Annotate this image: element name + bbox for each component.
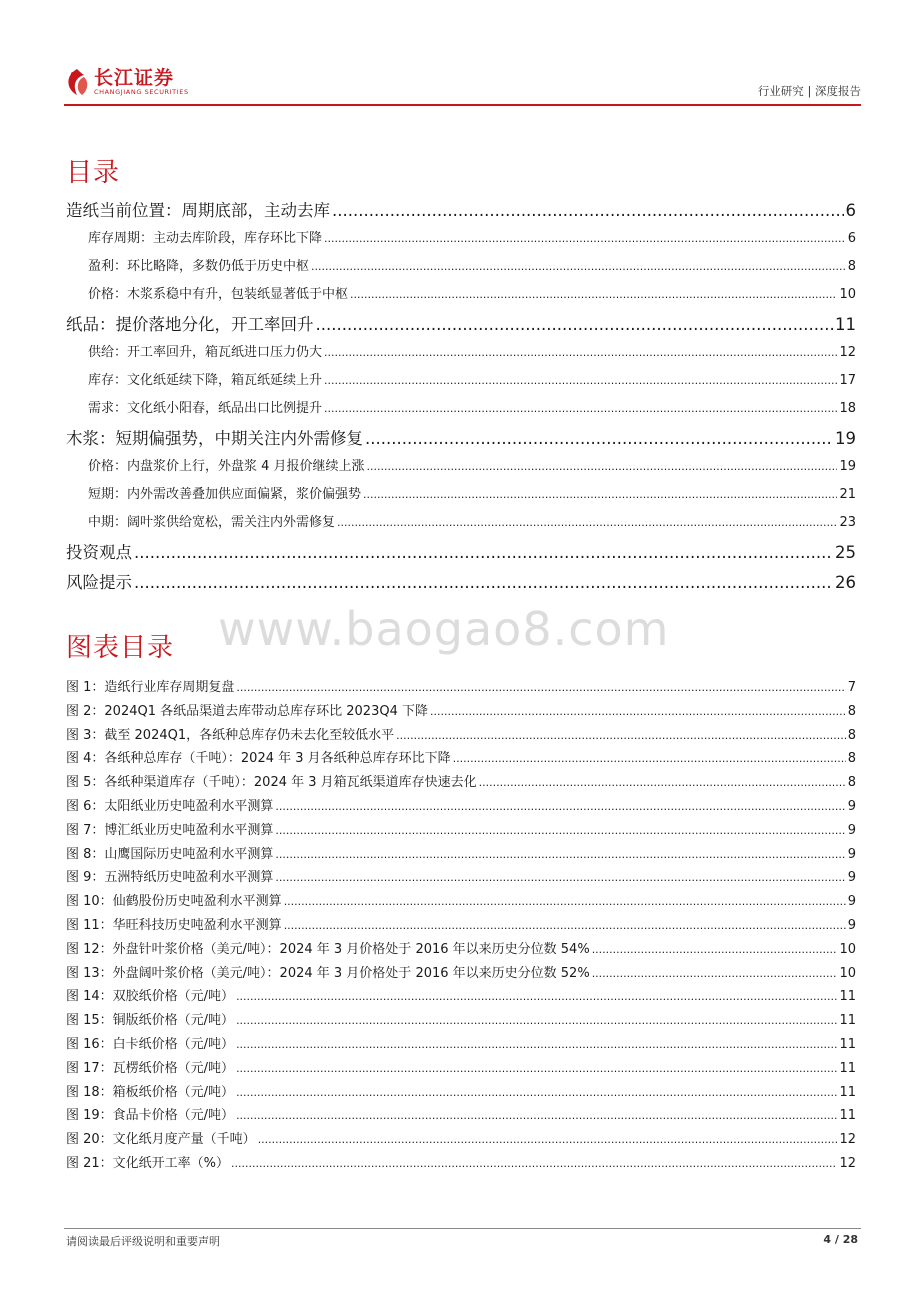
dot-leader — [363, 488, 837, 501]
figure-entry-label: 图 15：铜版纸价格（元/吨） — [66, 1013, 235, 1028]
toc-entry-label: 价格：内盘浆价上行，外盘浆 4 月报价继续上涨 — [88, 459, 365, 474]
figure-entry-page: 11 — [839, 989, 856, 1004]
figure-list-entry[interactable] — [66, 700, 856, 719]
dot-leader — [236, 1062, 837, 1075]
figure-entry-page: 9 — [847, 870, 856, 885]
figure-entry-label: 图 5：各纸种渠道库存（千吨）：2024 年 3 月箱瓦纸渠道库存快速去化 — [66, 775, 477, 790]
figure-entry-page: 9 — [847, 918, 856, 933]
toc-entry-label: 造纸当前位置：周期底部，主动去库 — [66, 201, 330, 220]
figure-list-entry[interactable] — [66, 819, 856, 838]
dot-leader — [236, 1038, 837, 1051]
dot-leader — [284, 895, 846, 908]
dot-leader — [365, 429, 833, 448]
figure-entry-page: 8 — [847, 775, 856, 790]
figure-list-entry[interactable] — [66, 1009, 856, 1028]
dot-leader — [324, 374, 837, 387]
toc-entry-label: 木浆：短期偏强势，中期关注内外需修复 — [66, 429, 363, 448]
figure-list-entry[interactable] — [66, 1081, 856, 1100]
header-divider — [64, 104, 861, 106]
dot-leader — [367, 460, 838, 473]
figure-list-entry[interactable] — [66, 843, 856, 862]
toc-entry-page: 23 — [839, 515, 856, 530]
dot-leader — [275, 848, 845, 861]
figure-entry-label: 图 19：食品卡价格（元/吨） — [66, 1108, 235, 1123]
figure-entry-label: 图 6：太阳纸业历史吨盈利水平测算 — [66, 799, 274, 814]
dot-leader — [396, 729, 846, 742]
toc-entry-page: 19 — [839, 459, 856, 474]
dot-leader — [311, 260, 846, 273]
figure-entry-page: 12 — [839, 1132, 856, 1147]
dot-leader — [324, 232, 846, 245]
toc-chapter-entry[interactable] — [66, 425, 856, 449]
dot-leader — [332, 201, 844, 220]
toc-chapter-entry[interactable] — [66, 311, 856, 335]
figure-entry-label: 图 20：文化纸月度产量（千吨） — [66, 1132, 256, 1147]
figure-list-entry[interactable] — [66, 676, 856, 695]
figure-entry-page: 11 — [839, 1085, 856, 1100]
toc-entry-page: 6 — [847, 231, 856, 246]
dot-leader — [236, 1109, 837, 1122]
footer-divider — [64, 1228, 861, 1229]
figure-entry-label: 图 17：瓦楞纸价格（元/吨） — [66, 1061, 235, 1076]
figure-entry-label: 图 21：文化纸开工率（%） — [66, 1156, 230, 1171]
dot-leader — [258, 1133, 838, 1146]
figure-list-entry[interactable] — [66, 1033, 856, 1052]
figure-entry-page: 12 — [839, 1156, 856, 1171]
figure-list-entry[interactable] — [66, 1104, 856, 1123]
figures-title: 图表目录 — [66, 633, 175, 663]
figure-entry-label: 图 4：各纸种总库存（千吨）：2024 年 3 月各纸种总库存环比下降 — [66, 751, 451, 766]
toc-entry-page: 6 — [845, 201, 856, 220]
toc-entry-page: 26 — [835, 573, 856, 592]
dot-leader — [324, 402, 837, 415]
toc-section-entry[interactable] — [88, 369, 856, 388]
dot-leader — [236, 990, 837, 1003]
toc-entry-label: 短期：内外需改善叠加供应面偏紧，浆价偏强势 — [88, 487, 362, 502]
logo-icon — [64, 67, 90, 97]
dot-leader — [275, 871, 845, 884]
figure-entry-page: 8 — [847, 751, 856, 766]
figure-list-entry[interactable] — [66, 1057, 856, 1076]
dot-leader — [236, 1086, 837, 1099]
figure-list-entry[interactable] — [66, 724, 856, 743]
report-category: 行业研究 | 深度报告 — [757, 84, 861, 98]
figure-entry-page: 11 — [839, 1108, 856, 1123]
dot-leader — [316, 315, 834, 334]
toc-title: 目录 — [66, 158, 121, 188]
figure-list-entry[interactable] — [66, 890, 856, 909]
logo-chinese-name: 长江证券 — [94, 67, 175, 89]
toc-entry-label: 盈利：环比略降，多数仍低于历史中枢 — [88, 259, 310, 274]
toc-entry-label: 纸品：提价落地分化，开工率回升 — [66, 315, 314, 334]
toc-section-entry[interactable] — [88, 227, 856, 246]
figure-entry-page: 9 — [847, 847, 856, 862]
figure-entry-label: 图 16：白卡纸价格（元/吨） — [66, 1037, 235, 1052]
figure-list-entry[interactable] — [66, 914, 856, 933]
footer-disclaimer: 请阅读最后评级说明和重要声明 — [66, 1235, 220, 1248]
dot-leader — [236, 1014, 837, 1027]
logo-english-name: CHANGJIANG SECURITIES — [94, 88, 189, 96]
toc-entry-label: 供给：开工率回升，箱瓦纸进口压力仍大 — [88, 345, 323, 360]
watermark: www.baogao8.com — [218, 602, 670, 656]
dot-leader — [134, 543, 833, 562]
toc-section-entry[interactable] — [88, 341, 856, 360]
page-header — [64, 62, 861, 106]
company-logo — [64, 62, 189, 102]
figure-list-entry[interactable] — [66, 985, 856, 1004]
toc-section-entry[interactable] — [88, 283, 856, 302]
toc-entry-page: 11 — [835, 315, 856, 334]
dot-leader — [134, 573, 833, 592]
figure-entry-page: 9 — [847, 823, 856, 838]
dot-leader — [324, 346, 837, 359]
figure-list-entry[interactable] — [66, 771, 856, 790]
toc-chapter-entry[interactable] — [66, 197, 856, 221]
dot-leader — [275, 824, 845, 837]
toc-entry-label: 库存周期：主动去库阶段，库存环比下降 — [88, 231, 323, 246]
figure-entry-label: 图 2：2024Q1 各纸品渠道去库带动总库存环比 2023Q4 下降 — [66, 704, 428, 719]
figure-entry-label: 图 9：五洲特纸历史吨盈利水平测算 — [66, 870, 274, 885]
figure-entry-page: 9 — [847, 894, 856, 909]
dot-leader — [430, 705, 846, 718]
figure-entry-label: 图 8：山鹰国际历史吨盈利水平测算 — [66, 847, 274, 862]
toc-section-entry[interactable] — [88, 455, 856, 474]
toc-entry-page: 8 — [847, 259, 856, 274]
figure-entry-label: 图 3：截至 2024Q1，各纸种总库存仍未去化至较低水平 — [66, 728, 395, 743]
dot-leader — [592, 967, 838, 980]
toc-entry-page: 25 — [835, 543, 856, 562]
figure-entry-label: 图 7：博汇纸业历史吨盈利水平测算 — [66, 823, 274, 838]
toc-chapter-entry[interactable] — [66, 539, 856, 563]
toc-entry-page: 19 — [835, 429, 856, 448]
dot-leader — [231, 1157, 837, 1170]
figure-entry-label: 图 13：外盘阔叶浆价格（美元/吨）：2024 年 3 月价格处于 2016 年以来历史分位数 52% — [66, 966, 590, 981]
figure-entry-page: 10 — [839, 942, 856, 957]
toc-entry-page: 10 — [839, 287, 856, 302]
figure-list-entry[interactable] — [66, 747, 856, 766]
toc-section-entry[interactable] — [88, 483, 856, 502]
toc-entry-label: 价格：木浆系稳中有升，包装纸显著低于中枢 — [88, 287, 349, 302]
dot-leader — [284, 919, 846, 932]
toc-entry-label: 库存：文化纸延续下降，箱瓦纸延续上升 — [88, 373, 323, 388]
figure-entry-label: 图 11：华旺科技历史吨盈利水平测算 — [66, 918, 282, 933]
toc-entry-page: 18 — [839, 401, 856, 416]
figure-list-entry[interactable] — [66, 962, 856, 981]
dot-leader — [236, 681, 845, 694]
figure-entry-page: 11 — [839, 1061, 856, 1076]
figure-list-entry[interactable] — [66, 795, 856, 814]
figure-list-entry[interactable] — [66, 1128, 856, 1147]
toc-entry-label: 需求：文化纸小阳春，纸品出口比例提升 — [88, 401, 323, 416]
page-number: 4 / 28 — [823, 1233, 858, 1246]
figure-entry-page: 8 — [847, 704, 856, 719]
figure-entry-page: 11 — [839, 1013, 856, 1028]
dot-leader — [592, 943, 838, 956]
dot-leader — [479, 776, 846, 789]
figure-entry-label: 图 1：造纸行业库存周期复盘 — [66, 680, 235, 695]
figure-entry-page: 10 — [839, 966, 856, 981]
figure-entry-label: 图 12：外盘针叶浆价格（美元/吨）：2024 年 3 月价格处于 2016 年以来历史分位数 54% — [66, 942, 590, 957]
toc-section-entry[interactable] — [88, 511, 856, 530]
toc-entry-label: 投资观点 — [66, 543, 132, 562]
toc-entry-label: 风险提示 — [66, 573, 132, 592]
figure-entry-label: 图 18：箱板纸价格（元/吨） — [66, 1085, 235, 1100]
figure-list-entry[interactable] — [66, 938, 856, 957]
toc-section-entry[interactable] — [88, 397, 856, 416]
figure-entry-page: 9 — [847, 799, 856, 814]
figure-list-entry[interactable] — [66, 1152, 856, 1171]
toc-entry-page: 21 — [839, 487, 856, 502]
dot-leader — [453, 752, 846, 765]
toc-entry-page: 17 — [839, 373, 856, 388]
figure-entry-label: 图 10：仙鹤股份历史吨盈利水平测算 — [66, 894, 282, 909]
toc-section-entry[interactable] — [88, 255, 856, 274]
figure-entry-page: 11 — [839, 1037, 856, 1052]
toc-entry-page: 12 — [839, 345, 856, 360]
dot-leader — [337, 516, 837, 529]
figure-entry-page: 8 — [847, 728, 856, 743]
figure-entry-label: 图 14：双胶纸价格（元/吨） — [66, 989, 235, 1004]
toc-entry-label: 中期：阔叶浆供给宽松，需关注内外需修复 — [88, 515, 336, 530]
toc-chapter-entry[interactable] — [66, 569, 856, 593]
dot-leader — [275, 800, 845, 813]
figure-entry-page: 7 — [847, 680, 856, 695]
dot-leader — [350, 288, 837, 301]
figure-list-entry[interactable] — [66, 866, 856, 885]
